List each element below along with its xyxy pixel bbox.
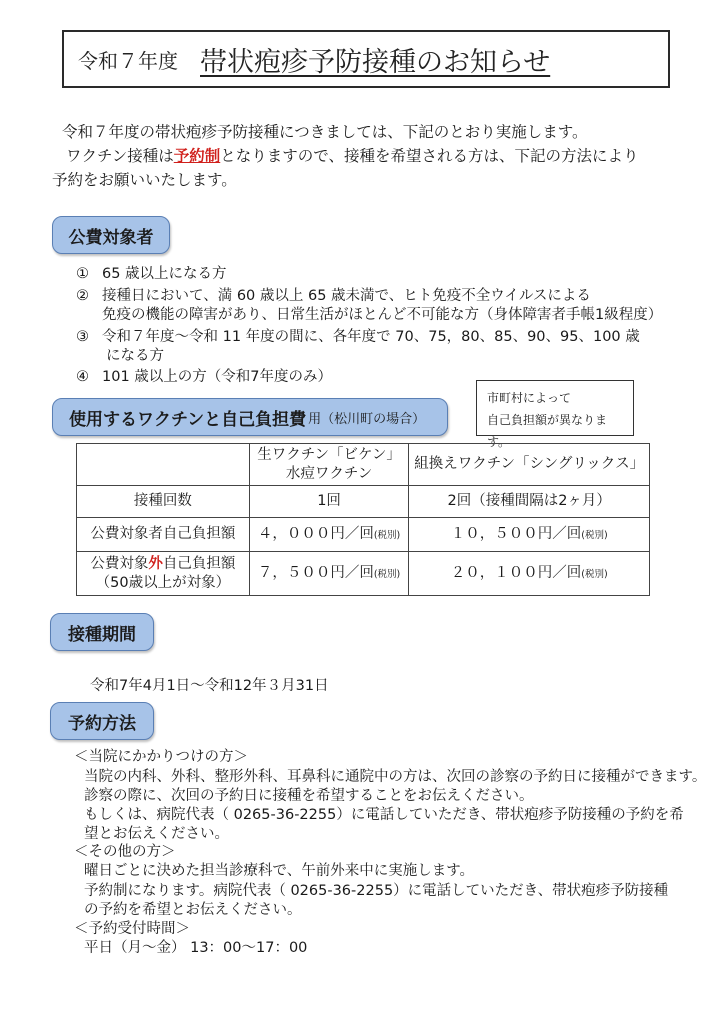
cost-value: ４，０００円／回: [257, 525, 374, 542]
doses-recombinant: 2回（接種間隔は2ヶ月）: [409, 486, 650, 518]
subsidized-cost-live: [249, 518, 409, 552]
title-box: [62, 30, 670, 88]
item-number: ④: [76, 369, 89, 385]
tax-note: (税別): [373, 529, 401, 541]
period-heading: 接種期間: [50, 613, 154, 651]
live-vaccine-type: 水痘ワクチン: [285, 465, 373, 482]
intro-line-1: 令和７年度の帯状疱疹予防接種につきましては、下記のとおり実施します。: [62, 123, 588, 141]
intro-line-3: 予約をお願いいたします。: [52, 171, 237, 189]
table-row: [77, 552, 650, 596]
live-vaccine-name: 生ワクチン「ビケン」: [257, 446, 401, 463]
period-text: 令和7年4月1日～令和12年３月31日: [90, 678, 329, 694]
item-number: ②: [76, 288, 89, 304]
item-number: ①: [76, 266, 89, 282]
item-text: 令和７年度～令和 11 年度の間に、各年度で 70、75，80、85、90、95、100 歳: [102, 329, 640, 345]
vaccine-cost-table: [76, 443, 650, 596]
section-title-hours: ＜予約受付時間＞: [74, 921, 190, 937]
doses-live: 1回: [249, 486, 409, 518]
non-subsidized-cost-recombinant: [409, 552, 650, 596]
eligible-heading: 公費対象者: [52, 216, 170, 254]
row-label-doses: 接種回数: [77, 486, 250, 518]
table-header-row: [77, 444, 650, 486]
note-line-1: 市町村によって: [487, 391, 572, 405]
row-label-non-subsidized: [77, 552, 250, 596]
intro-line-2-after: となりますので、接種を希望される方は、下記の方法により: [220, 147, 639, 165]
vaccine-heading-main: 使用するワクチンと自己負担費: [69, 409, 307, 430]
label-red-part: 外: [148, 555, 163, 572]
cost-value: ７，５００円／回: [257, 564, 374, 581]
non-subsidized-cost-live: [249, 552, 409, 596]
tax-note: (税別): [581, 529, 608, 541]
other-patients-line-2: 予約制になります。病院代表（ 0265-36-2255）に電話していただき、帯状疱疹予防接種: [84, 883, 669, 899]
intro-line-2: [66, 144, 638, 168]
table-row: [77, 486, 650, 518]
tax-note: (税別): [373, 568, 401, 580]
reservation-heading: 予約方法: [50, 702, 154, 740]
row-label-subsidized: 公費対象者自己負担額: [77, 518, 250, 552]
regular-patients-line-3: もしくは、病院代表（ 0265-36-2255）に電話していただき、帯状疱疹予防接種の予約を希: [84, 807, 684, 823]
non-subsidized-age-note: （50歳以上が対象）: [95, 574, 231, 591]
non-subsidized-label: [77, 555, 249, 574]
reservation-required-text: 予約制: [173, 147, 221, 165]
label-part: 自己負担額: [162, 555, 236, 572]
item-number: ③: [76, 329, 89, 345]
vaccine-heading: [52, 398, 448, 436]
subsidized-cost-recombinant: [409, 518, 650, 552]
cost-value: １０，５００円／回: [450, 525, 582, 542]
eligible-item-2-cont: 免疫の機能の障害があり、日常生活がほとんど不可能な方（身体障害者手帳1級程度）: [102, 307, 663, 323]
eligible-item-1: [76, 265, 227, 284]
regular-patients-line-1: 当院の内科、外科、整形外科、耳鼻科に通院中の方は、次回の診察の予約日に接種ができます。: [84, 769, 707, 785]
reservation-hours: 平日（月～金） 13：00～17：00: [84, 940, 308, 956]
other-patients-line-3: の予約を希望とお伝えください。: [84, 902, 302, 918]
eligible-item-3-cont: になる方: [106, 348, 164, 364]
cost-value: ２０，１００円／回: [450, 564, 582, 581]
table-corner-cell: [77, 444, 250, 486]
title-year: 令和７年度: [78, 48, 178, 73]
eligible-item-2: [76, 287, 591, 306]
section-title-regular-patients: ＜当院にかかりつけの方＞: [74, 749, 248, 765]
note-line-2: 自己負担額が異なります。: [487, 413, 608, 449]
item-text: 101 歳以上の方（令和7年度のみ）: [102, 369, 333, 385]
section-title-other-patients: ＜その他の方＞: [74, 844, 176, 860]
label-part: 公費対象: [90, 555, 149, 572]
vaccine-heading-suffix: 用（松川町の場合）: [308, 411, 426, 427]
regular-patients-line-2: 診察の際に、次回の予約日に接種を希望することをお伝えください。: [84, 788, 534, 804]
header-live-vaccine: [249, 444, 409, 486]
intro-line-2-before: ワクチン接種は: [66, 147, 174, 165]
page-title: 帯状疱疹予防接種のお知らせ: [200, 46, 551, 78]
eligible-item-4: [76, 368, 332, 387]
table-row: [77, 518, 650, 552]
eligible-item-3: [76, 328, 640, 347]
cost-note-box: [476, 380, 634, 449]
item-text: 接種日において、満 60 歳以上 65 歳未満で、ヒト免疫不全ウイルスによる: [102, 288, 591, 304]
header-recombinant-vaccine: 組換えワクチン「シングリックス」: [409, 444, 650, 486]
tax-note: (税別): [581, 568, 608, 580]
regular-patients-line-4: 望とお伝えください。: [84, 826, 229, 842]
other-patients-line-1: 曜日ごとに決めた担当診療科で、午前外来中に実施します。: [84, 863, 475, 879]
item-text: 65 歳以上になる方: [102, 266, 227, 282]
